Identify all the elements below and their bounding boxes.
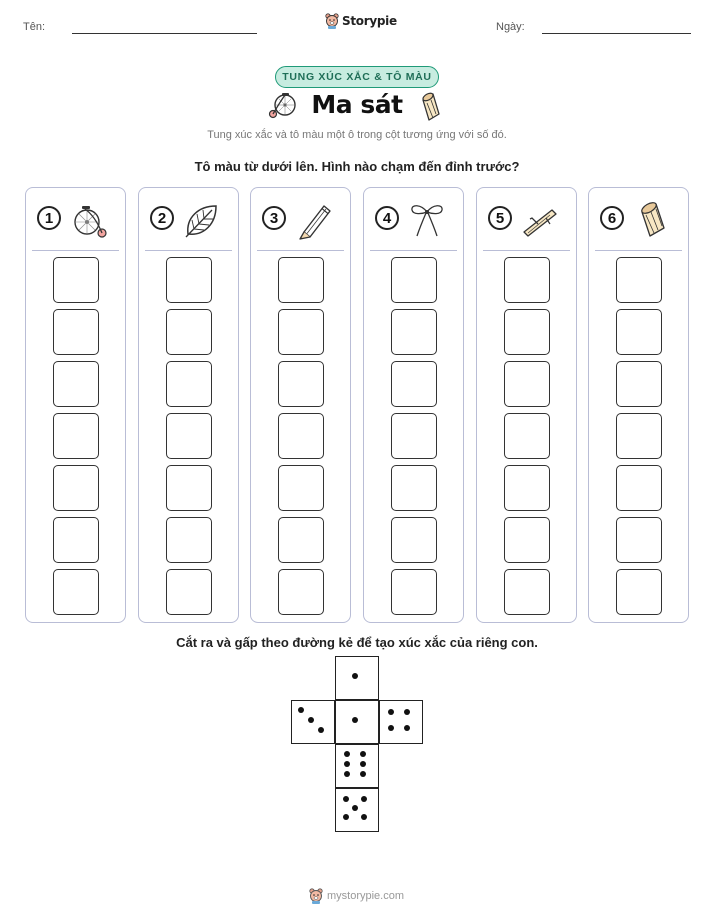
color-cell[interactable]	[504, 257, 550, 303]
color-cell[interactable]	[616, 517, 662, 563]
column-3	[250, 187, 351, 623]
color-cell[interactable]	[616, 361, 662, 407]
page-title: Ma sát	[311, 90, 403, 119]
column-number: 2	[150, 206, 174, 230]
color-cell[interactable]	[391, 413, 437, 459]
color-cell[interactable]	[166, 517, 212, 563]
dice-face-5	[335, 788, 379, 832]
color-cell[interactable]	[616, 413, 662, 459]
color-cell[interactable]	[616, 465, 662, 511]
color-cell[interactable]	[278, 257, 324, 303]
dice-face-1	[335, 700, 379, 744]
instruction-bottom: Cắt ra và gấp theo đường kẻ để tạo xúc xắc của riêng con.	[176, 635, 538, 650]
color-cell[interactable]	[391, 569, 437, 615]
color-cell[interactable]	[616, 257, 662, 303]
color-cell[interactable]	[504, 465, 550, 511]
footer-url[interactable]: mystorypie.com	[327, 890, 405, 902]
ribbon-bow-icon	[407, 200, 447, 240]
color-cell[interactable]	[616, 309, 662, 355]
column-6	[588, 187, 689, 623]
bear-mascot-icon	[325, 13, 339, 29]
color-cell[interactable]	[166, 257, 212, 303]
color-cell[interactable]	[53, 569, 99, 615]
dice-face-3	[291, 700, 335, 744]
dice-face-1	[335, 656, 379, 700]
color-cell[interactable]	[504, 309, 550, 355]
color-cell[interactable]	[391, 517, 437, 563]
pencil-icon	[294, 200, 334, 240]
name-label: Tên:	[23, 21, 46, 33]
brand-logo	[325, 13, 397, 29]
column-5	[476, 187, 577, 623]
column-number: 3	[262, 206, 286, 230]
color-cell[interactable]	[504, 569, 550, 615]
color-cell[interactable]	[278, 465, 324, 511]
column-number: 1	[37, 206, 61, 230]
color-cell[interactable]	[53, 413, 99, 459]
color-cell[interactable]	[278, 361, 324, 407]
bicycle-icon	[268, 92, 300, 120]
color-cell[interactable]	[504, 361, 550, 407]
dice-face-4	[379, 700, 423, 744]
color-cell[interactable]	[53, 465, 99, 511]
column-2	[138, 187, 239, 623]
color-cell[interactable]	[166, 569, 212, 615]
color-cell[interactable]	[166, 361, 212, 407]
color-cell[interactable]	[53, 361, 99, 407]
color-cell[interactable]	[53, 309, 99, 355]
date-write-line	[542, 33, 691, 34]
wood-log-icon	[632, 200, 672, 240]
bear-mascot-icon	[309, 888, 323, 904]
color-cell[interactable]	[391, 361, 437, 407]
leaf-icon	[182, 200, 222, 240]
wood-log-icon	[417, 92, 443, 122]
color-cell[interactable]	[53, 517, 99, 563]
column-4	[363, 187, 464, 623]
activity-badge: TUNG XÚC XẮC & TÔ MÀU	[275, 66, 439, 88]
color-cell[interactable]	[166, 465, 212, 511]
column-1	[25, 187, 126, 623]
color-cell[interactable]	[53, 257, 99, 303]
stick-icon	[520, 200, 560, 240]
color-cell[interactable]	[278, 569, 324, 615]
color-cell[interactable]	[504, 517, 550, 563]
color-cell[interactable]	[616, 569, 662, 615]
brand-name: Storypie	[342, 14, 397, 28]
bicycle-icon	[69, 200, 109, 240]
dice-face-6	[335, 744, 379, 788]
color-cell[interactable]	[166, 309, 212, 355]
color-cell[interactable]	[166, 413, 212, 459]
color-cell[interactable]	[278, 309, 324, 355]
color-cell[interactable]	[278, 413, 324, 459]
color-cell[interactable]	[391, 465, 437, 511]
footer	[309, 888, 404, 904]
instruction-top: Tô màu từ dưới lên. Hình nào chạm đến đỉnh trước?	[194, 159, 520, 174]
color-cell[interactable]	[278, 517, 324, 563]
date-label: Ngày:	[496, 21, 525, 33]
column-number: 6	[600, 206, 624, 230]
color-cell[interactable]	[391, 257, 437, 303]
column-number: 5	[488, 206, 512, 230]
color-cell[interactable]	[391, 309, 437, 355]
column-number: 4	[375, 206, 399, 230]
subtitle: Tung xúc xắc và tô màu một ô trong cột tương ứng với số đó.	[207, 129, 507, 141]
name-write-line	[72, 33, 257, 34]
color-cell[interactable]	[504, 413, 550, 459]
